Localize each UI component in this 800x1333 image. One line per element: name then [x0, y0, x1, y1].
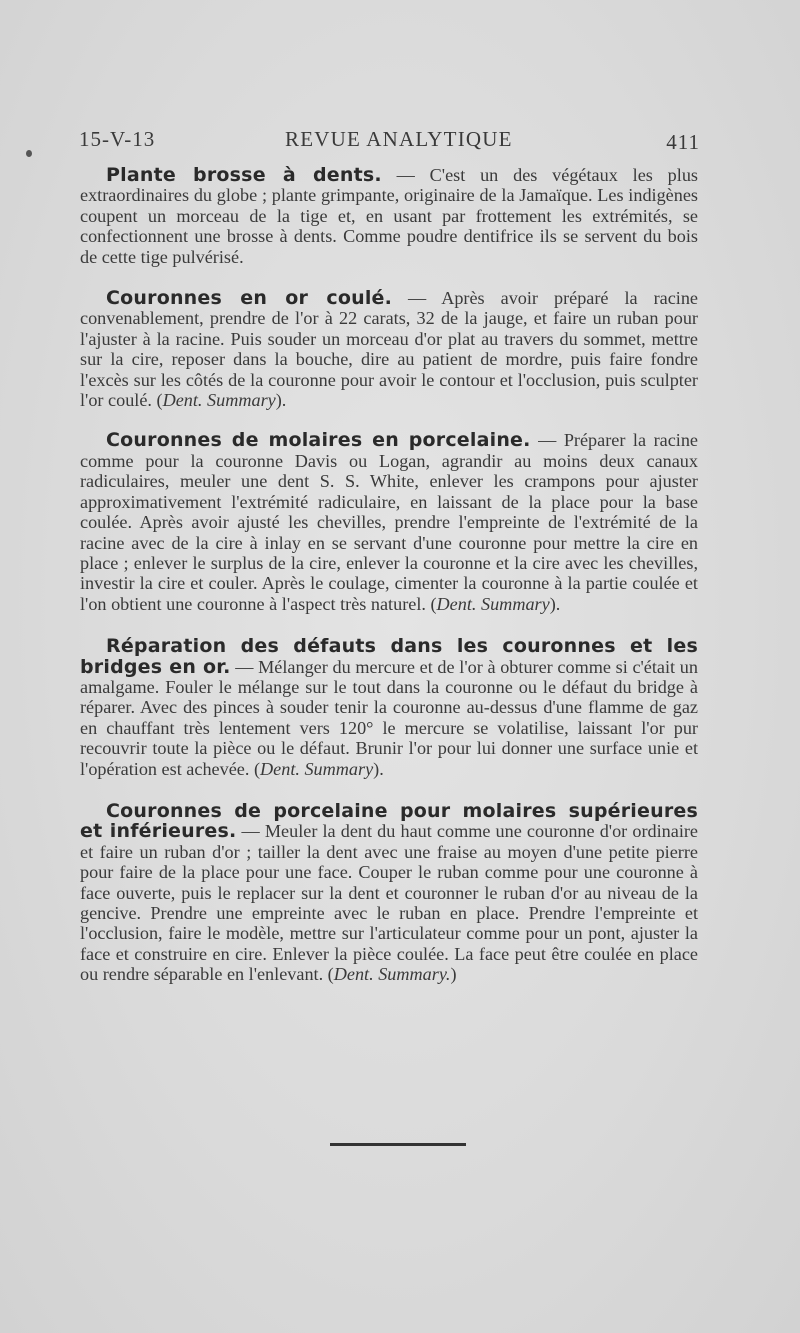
section-heading: Réparation des défauts dans les couronnes et les bridges en or.	[80, 635, 698, 678]
section-dash: —	[381, 165, 430, 185]
margin-mark	[26, 150, 32, 157]
citation-close: ).	[549, 593, 561, 614]
section-text: Meuler la dent du haut comme une couronne d'or ordinaire et faire un ruban d'or ; tailler la dent avec une fraise au moyen d'une petite pierre pour faire de la place pour une face. Couper le ruban comme pour une couronne à face ouverte, puis le replacer sur la dent et couronner le ruban d'or au niveau de la gencive. Prendre une empreinte avec le ruban en place. Prendre l'empreinte et l'occlusion, faire le modèle, mettre sur l'articulateur comme pour un pont, ajuster la face et construire en cire. Enlever la pièce coulée. La face peut être coulée en place ou rendre séparable en l'enlevant. (	[80, 821, 699, 985]
page-number: 411	[666, 130, 700, 154]
header-volume: 15-V-13	[79, 127, 156, 151]
section-heading: Couronnes de porcelaine pour molaires supérieures et inférieures.	[80, 799, 698, 843]
header-title: REVUE ANALYTIQUE	[285, 127, 513, 151]
citation-close: )	[450, 964, 457, 985]
section-dash: —	[530, 430, 564, 451]
section-porcelain-molar-crowns	[80, 430, 698, 614]
section-dash: —	[230, 656, 259, 677]
source-citation: Dent. Summary	[436, 593, 550, 614]
section-dash: —	[392, 288, 442, 309]
section-text: Après avoir préparé la racine convenablement, prendre de l'or à 22 carats, 32 de la jauge, et faire un ruban pour l'ajuster à la racine. Puis souder un morceau d'or plat au travers du sommet, mettre sur la cire, reposer dans la bouche, dire au patient de mordre, puis faire fondre l'excès sur les côtés de la couronne pour avoir le contour et l'occlusion, puis sculpter l'or coulé. (	[80, 288, 699, 411]
citation-close: ).	[373, 758, 384, 779]
source-citation: Dent. Summary	[162, 390, 276, 411]
citation-close: ).	[275, 390, 287, 411]
section-text: Préparer la racine comme pour la couronne Davis ou Logan, agrandir au moins deux canaux radiculaires, meuler une dent S. S. White, enlever les crampons pour ajuster approximativement l'extrémité radiculaire, en laissant de la place pour la base coulée. Après avoir ajusté les chevilles, prendre l'empreinte de l'extrémité de la racine avec de la cire à inlay en se servant d'une couronne pour mettre la cire en place ; enlever le surplus de la cire, enlever la couronne et la cire avec les chevilles, investir la cire et couler. Après le coulage, cimenter la couronne à la partie coulée et l'on obtient une couronne à l'aspect très naturel. (	[80, 430, 698, 614]
source-citation: Dent. Summary	[260, 758, 374, 779]
section-heading: Couronnes de molaires en porcelaine.	[106, 429, 531, 452]
section-toothbrush-plant	[80, 165, 698, 267]
running-header	[79, 127, 700, 157]
article-body	[80, 165, 698, 985]
section-cast-gold-crowns	[80, 288, 698, 410]
section-heading: Couronnes en or coulé.	[106, 287, 393, 310]
section-text: C'est un des végétaux les plus extraordinaires du globe ; plante grimpante, originaire de la Jamaïque. Les indigènes coupent un morceau de la tige et, en usant par frottement les extrémités, se confectionnent une brosse à dents. Comme poudre dentifrice ils se servent du bois de cette tige pulvérisé.	[80, 165, 698, 267]
section-heading: Plante brosse à dents.	[106, 164, 382, 186]
source-citation: Dent. Summary.	[333, 964, 451, 985]
section-repair-defects	[80, 636, 698, 779]
section-porcelain-upper-lower-molars	[80, 801, 698, 985]
section-dash: —	[236, 821, 265, 842]
end-rule	[330, 1143, 466, 1146]
section-text: Mélanger du mercure et de l'or à obturer comme si c'était un amalgame. Fouler le mélange sur le tout dans la couronne ou le défaut du bridge à réparer. Avec des pinces à souder tenir la couronne au-dessus d'une flamme de gaz en chauffant très lentement vers 120° le mercure se volatilise, laissant l'or pur recouvrir toute la pièce ou le défaut. Brunir l'or pour lui donner une surface unie et l'opération est achevée. (	[80, 656, 698, 779]
